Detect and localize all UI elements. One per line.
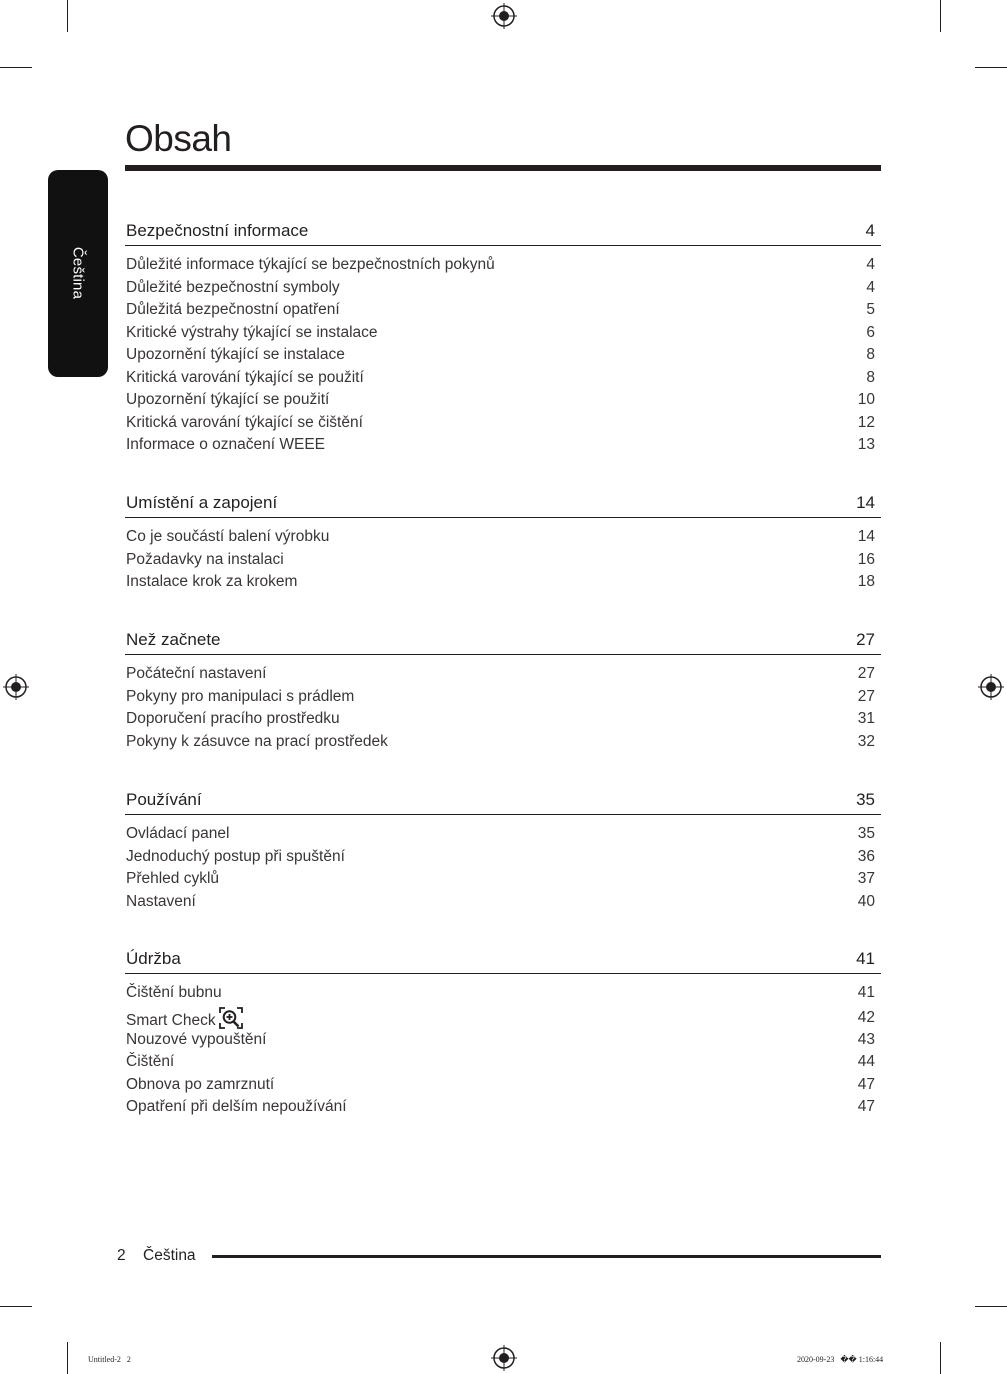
toc-entry[interactable] [125,1097,881,1120]
crop-mark [940,0,941,32]
entry-label: Přehled cyklů [126,870,220,887]
toc-entry[interactable] [125,869,881,892]
toc-entry[interactable] [125,892,881,915]
toc-entry[interactable] [125,390,881,413]
section-page: 27 [856,630,875,649]
entry-page: 13 [857,436,875,453]
entry-label: Opatření při delším nepoužívání [126,1098,347,1115]
entry-label: Nouzové vypouštění [126,1030,267,1048]
page-title: Obsah [125,118,232,159]
registration-mark-icon [491,1345,517,1371]
toc-entry[interactable] [125,345,881,368]
crop-mark [940,1342,941,1374]
crop-mark [975,1306,1007,1307]
entry-page: 37 [857,870,875,887]
entry-page: 31 [857,710,875,727]
entry-page: 5 [866,301,875,318]
entry-label: Obnova po zamrznutí [126,1075,275,1093]
toc-entry[interactable] [125,1030,881,1053]
section-page: 14 [856,493,875,512]
toc-entry[interactable] [125,435,881,458]
entry-page: 36 [857,847,875,865]
entry-page: 18 [857,573,875,590]
print-slug-left: Untitled-2 2 [88,1355,131,1364]
footer-language: Čeština [143,1247,196,1264]
toc-entry[interactable] [125,983,881,1006]
registration-mark-icon [3,674,29,700]
entry-page: 16 [857,550,875,568]
entry-page: 27 [857,665,875,682]
section-page: 41 [856,949,875,968]
entry-label: Smart Check [126,1011,216,1029]
entry-label: Instalace krok za krokem [126,573,298,590]
toc-entry[interactable] [125,368,881,391]
crop-mark [0,67,32,68]
toc-entry[interactable] [125,664,881,687]
entry-page: 35 [857,825,875,842]
toc-entry[interactable] [125,824,881,847]
language-side-tab [48,170,108,377]
section-heading[interactable] [125,219,881,246]
entry-label: Kritické výstrahy týkající se instalace [126,323,378,341]
toc-section [125,491,881,595]
registration-mark-icon [491,3,517,29]
entry-page: 44 [857,1053,875,1070]
entry-label: Pokyny k zásuvce na prací prostředek [126,732,388,750]
crop-mark [67,1342,68,1374]
entry-label: Jednoduchý postup při spuštění [126,847,345,865]
entry-page: 4 [866,256,875,273]
entry-label: Čištění [126,1053,175,1070]
entry-label: Upozornění týkající se instalace [126,346,345,363]
entry-label: Kritická varování týkající se použití [126,368,364,386]
section-page: 35 [856,790,875,809]
toc-section [125,219,881,458]
section-heading[interactable] [125,628,881,655]
crop-mark [0,1306,32,1307]
toc-section [125,947,881,1120]
footer-rule [212,1255,881,1258]
footer-page-number: 2 [117,1247,126,1264]
title-rule [125,165,881,171]
entry-label: Nastavení [126,892,196,910]
entry-page: 40 [857,892,875,910]
entry-label: Ovládací panel [126,825,230,842]
entry-label: Doporučení pracího prostředku [126,710,340,727]
smart-check-icon [219,1007,243,1029]
entry-page: 8 [866,368,875,386]
entry-label: Kritická varování týkající se čištění [126,413,363,431]
toc-entry[interactable] [125,255,881,278]
entry-page: 14 [857,528,875,545]
section-title: Bezpečnostní informace [126,221,309,240]
entry-page: 47 [857,1098,875,1115]
section-heading[interactable] [125,491,881,518]
toc-entry[interactable] [125,732,881,755]
toc-entry[interactable] [125,323,881,346]
crop-mark [975,67,1007,68]
section-heading[interactable] [125,788,881,815]
crop-mark [67,0,68,32]
section-title: Údržba [126,949,181,968]
entry-label: Informace o označení WEEE [126,436,326,453]
print-slug-right: 2020-09-23 �� 1:16:44 [797,1355,884,1364]
side-tab-label: Čeština [69,246,87,300]
entry-label: Čištění bubnu [126,984,222,1001]
toc-entry[interactable] [125,572,881,595]
entry-label: Pokyny pro manipulaci s prádlem [126,687,355,705]
section-title: Používání [126,790,202,809]
entry-page: 27 [857,687,875,705]
toc-entry[interactable] [125,847,881,870]
entry-label: Důležité bezpečnostní symboly [126,278,340,296]
entry-page: 10 [857,391,875,408]
entry-page: 42 [857,1008,875,1026]
entry-label: Požadavky na instalaci [126,550,284,568]
toc-entry[interactable] [125,1006,881,1030]
toc-entry[interactable] [125,413,881,436]
section-title: Umístění a zapojení [126,493,278,512]
entry-page: 41 [857,984,875,1001]
entry-page: 4 [866,278,875,296]
section-page: 4 [865,221,875,240]
toc-entry[interactable] [125,278,881,301]
toc-entry[interactable] [125,300,881,323]
entry-page: 43 [857,1030,875,1048]
entry-page: 12 [857,413,875,431]
toc-section [125,628,881,754]
toc-entry[interactable] [125,687,881,710]
registration-mark-icon [978,674,1004,700]
toc-entry[interactable] [125,709,881,732]
toc-entry[interactable] [125,527,881,550]
entry-page: 8 [866,346,875,363]
section-heading[interactable] [125,947,881,974]
toc-entry[interactable] [125,550,881,573]
entry-label: Upozornění týkající se použití [126,391,330,408]
entry-label: Důležitá bezpečnostní opatření [126,301,340,318]
entry-label: Počáteční nastavení [126,665,267,682]
entry-page: 6 [866,323,875,341]
toc-entry[interactable] [125,1075,881,1098]
entry-label: Důležité informace týkající se bezpečnostních pokynů [126,256,495,273]
entry-page: 32 [857,732,875,750]
entry-page: 47 [857,1075,875,1093]
entry-label: Co je součástí balení výrobku [126,528,330,545]
toc-section [125,788,881,914]
toc-entry[interactable] [125,1052,881,1075]
section-title: Než začnete [126,630,221,649]
